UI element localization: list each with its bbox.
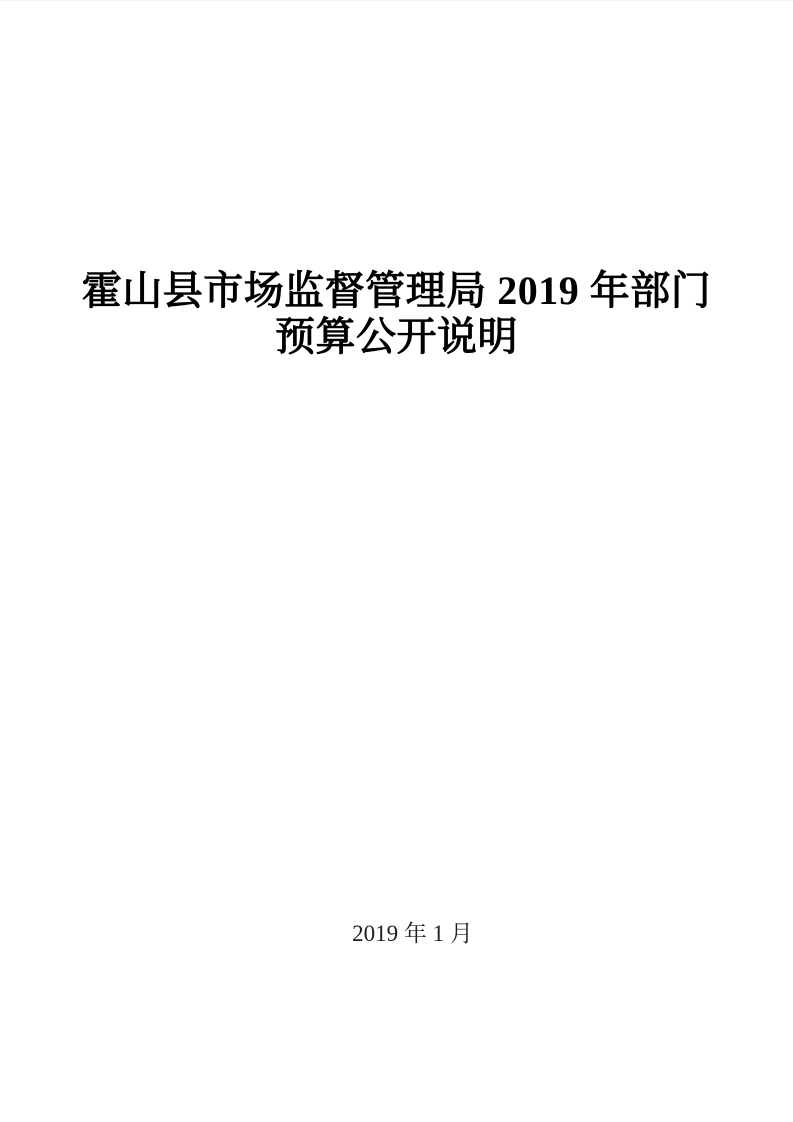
document-title-line-1: 霍山县市场监督管理局 2019 年部门 bbox=[81, 268, 712, 313]
document-date: 2019 年 1 月 bbox=[352, 921, 473, 946]
document-title-line-2: 预算公开说明 bbox=[275, 314, 518, 359]
document-title bbox=[0, 268, 793, 360]
